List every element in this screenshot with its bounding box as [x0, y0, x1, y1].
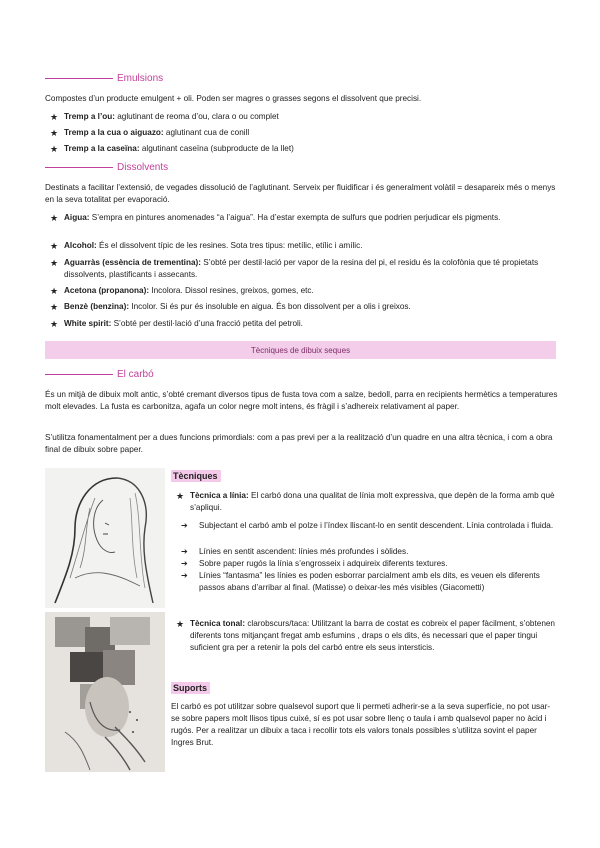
emulsions-intro: Compostes d’un producte emulgent + oli. Poden ser magres o grasses segons el dissolvent que precisi. — [45, 94, 422, 103]
section-band: Tècniques de dibuix seques — [45, 341, 556, 359]
star-icon: ★ — [50, 128, 59, 138]
star-icon: ★ — [50, 213, 59, 223]
list-item: ➔ Subjectant el carbó amb el polze i l’índex lliscant-lo en sentit descendent. Línia controlada i fluida. — [181, 521, 554, 530]
star-icon: ★ — [50, 258, 59, 268]
carbo-paragraph-2: S’utilitza fonamentalment per a dues funcions primordials: com a pas previ per a la realització d’un quadre en una altra tècnica, i com a obra final de dibuix sobre paper. — [45, 433, 553, 454]
list-item: ★ Alcohol: És el dissolvent típic de les resines. Sota tres tipus: metílic, etílic i amílic. — [50, 241, 363, 251]
list-item: ★ Aigua: S’empra en pintures anomenades “a l’aigua”. Ha d’estar exempta de sulfurs que podrien perjudicar els pigments. — [50, 213, 501, 223]
list-item: ★ Acetona (propanona): Incolora. Dissol resines, greixos, gomes, etc. — [50, 286, 314, 296]
list-item: ★ Benzè (benzina): Incolor. Si és pur és insoluble en aigua. És bon dissolvent per a olis i greixos. — [50, 302, 411, 312]
list-item: ➔ Línies “fantasma” les línies es poden esborrar parcialment amb els dits, es veuen els diferents passos abans d’arribar al final. (Matisse) o deixar-les més visibles (Giacometti) — [181, 571, 540, 592]
charcoal-line-drawing-image — [45, 468, 165, 608]
star-icon: ★ — [50, 286, 59, 296]
carbo-paragraph-1: És un mitjà de dibuix molt antic, s’obté cremant diversos tipus de fusta tova com a salze, bedoll, parra en recipients hermètics a temperatures molt elevades. La fusta es carbonitza, agafa un color negre molt intens, és fràgil i s’adhereix relativament al paper. — [45, 390, 558, 411]
list-item: ★ Tremp a l’ou: aglutinant de reoma d’ou, clara o ou complet — [50, 112, 279, 122]
list-item: ★ White spirit: S’obté per destil·lació d’una fracció petita del petroli. — [50, 319, 303, 329]
star-icon: ★ — [50, 241, 59, 251]
list-item: ➔ Línies en sentit ascendent: línies més profundes i sòlides. — [181, 547, 409, 556]
heading-rule — [45, 167, 113, 168]
charcoal-tonal-drawing-image — [45, 612, 165, 772]
emulsions-heading — [45, 73, 163, 84]
list-item: ★ Tremp a la caseïna: algutinant caseïna (subproducte de la llet) — [50, 144, 294, 154]
star-icon: ★ — [50, 144, 59, 154]
suports-heading: Suports — [171, 682, 210, 694]
carbo-heading-text: El carbó — [117, 369, 154, 380]
dissolvents-heading-text: Dissolvents — [117, 162, 169, 173]
arrow-icon: ➔ — [181, 571, 188, 580]
star-icon: ★ — [50, 302, 59, 312]
heading-rule — [45, 78, 113, 79]
emulsions-heading-text: Emulsions — [117, 73, 164, 84]
arrow-icon: ➔ — [181, 521, 188, 530]
list-item: ★ Tècnica tonal: clarobscurs/taca: Utilitzant la barra de costat es cobreix el paper fàcilment, s’obtenen diferents tons mitjançant fregat amb esfumins , draps o els dits, és necessari que el paper tingui suficient gra per a retenir la pols del carbó entre els seus intersticis. — [176, 619, 555, 652]
star-icon: ★ — [50, 319, 59, 329]
heading-rule — [45, 374, 113, 375]
tecniques-heading: Tècniques — [171, 470, 221, 482]
list-item: ★ Aguarràs (essència de trementina): S’obté per destil·lació per vapor de la resina del pi, el residu és la colofònia que té propietats dissolvents, plastificants i assecants. — [50, 258, 539, 279]
star-icon: ★ — [176, 491, 185, 501]
star-icon: ★ — [50, 112, 59, 122]
star-icon: ★ — [176, 619, 185, 629]
dissolvents-intro: Destinats a facilitar l’extensió, de vegades dissolució de l’aglutinant. Serveix per fluidificar i és generalment volàtil = desapareix més o menys en la seva totalitat per evaporació. — [45, 183, 556, 204]
arrow-icon: ➔ — [181, 547, 188, 556]
dissolvents-heading — [45, 162, 168, 173]
suports-paragraph: El carbó es pot utilitzar sobre qualsevol suport que li permeti adherir-se a la seva superfície, no pot usar-se sobre papers molt llisos tipus cuixé, sí es pot usar sobre llenç o taula i amb qualsevol paper no àcid i rugós. Per a realitzar un dibuix a taca i recollir tots els valors tonals possibles s’utilitza sovint el paper Ingres Brut. — [171, 702, 551, 747]
list-item: ➔ Sobre paper rugós la línia s’engrosseix i adquireix diferents textures. — [181, 559, 448, 568]
list-item: ★ Tremp a la cua o aiguazo: aglutinant cua de conill — [50, 128, 250, 138]
arrow-icon: ➔ — [181, 559, 188, 568]
list-item: ★ Tècnica a línia: El carbó dona una qualitat de línia molt expressiva, que depèn de la forma amb què s’apliqui. — [176, 491, 555, 512]
carbo-heading — [45, 369, 154, 380]
